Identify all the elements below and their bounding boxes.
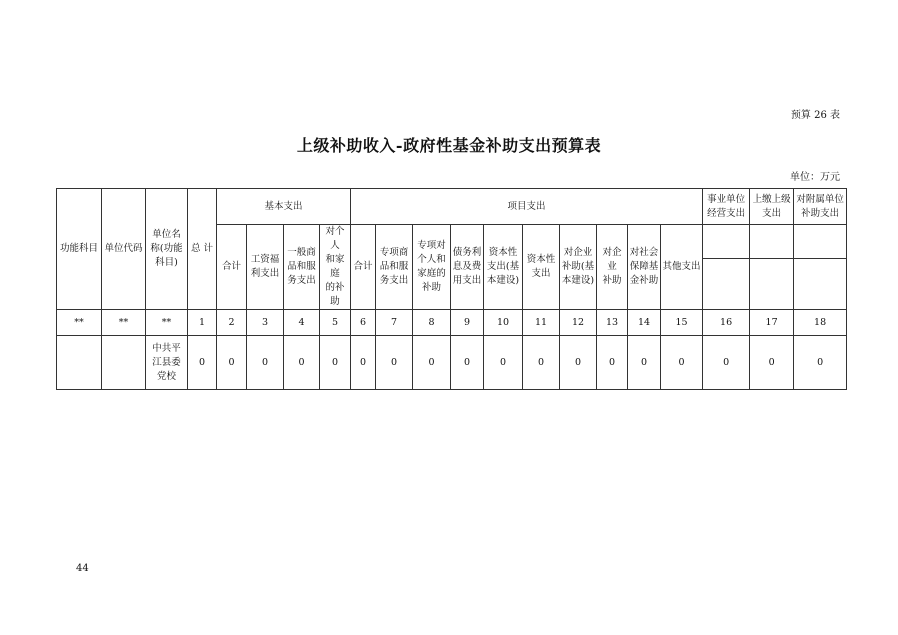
- header-unit-name: 单位名 称(功能 科目): [146, 189, 188, 310]
- index-cell: 1: [188, 310, 217, 336]
- data-cell: 0: [661, 336, 703, 390]
- header-project-sub: 其他支出: [661, 225, 703, 310]
- index-cell: 17: [750, 310, 794, 336]
- data-cell: 0: [560, 336, 597, 390]
- header-project-sub: 对社会 保障基 金补助: [628, 225, 661, 310]
- index-cell: **: [146, 310, 188, 336]
- index-cell: 13: [597, 310, 628, 336]
- index-cell: 11: [523, 310, 560, 336]
- unit-label: 单位：万元: [790, 172, 840, 183]
- index-cell: 4: [284, 310, 320, 336]
- data-cell: 0: [750, 336, 794, 390]
- index-cell: 9: [451, 310, 484, 336]
- header-project-sub: 专项对 个人和 家庭的 补助: [413, 225, 451, 310]
- header-business-expenditure: 事业单位 经营支出: [703, 189, 750, 225]
- index-cell: **: [102, 310, 146, 336]
- data-cell: 0: [188, 336, 217, 390]
- header-empty-cell: [750, 259, 794, 310]
- index-cell: 2: [217, 310, 247, 336]
- header-basic-sub: 对个人 和家庭 的补助: [320, 225, 351, 310]
- data-cell: 0: [217, 336, 247, 390]
- data-cell-unit-name: 中共平 江县委 党校: [146, 336, 188, 390]
- index-cell: 14: [628, 310, 661, 336]
- table-row: [57, 336, 847, 390]
- header-basic-sub: 一般商 品和服 务支出: [284, 225, 320, 310]
- header-empty-cell: [703, 225, 750, 259]
- header-project-sub: 资本性 支出: [523, 225, 560, 310]
- index-cell: 12: [560, 310, 597, 336]
- header-project-sub: 专项商 品和服 务支出: [376, 225, 413, 310]
- header-unit-code: 单位代码: [102, 189, 146, 310]
- header-basic-sub: 工资福 利支出: [247, 225, 284, 310]
- data-cell: 0: [320, 336, 351, 390]
- header-project-expenditure: 项目支出: [351, 189, 703, 225]
- index-cell: **: [57, 310, 102, 336]
- index-cell: 3: [247, 310, 284, 336]
- header-empty-cell: [750, 225, 794, 259]
- header-empty-cell: [703, 259, 750, 310]
- data-cell: 0: [413, 336, 451, 390]
- data-cell: 0: [284, 336, 320, 390]
- index-cell: 5: [320, 310, 351, 336]
- header-func-subject: 功能科目: [57, 189, 102, 310]
- header-empty-cell: [794, 259, 847, 310]
- header-affiliated-subsidy: 对附属单位 补助支出: [794, 189, 847, 225]
- index-cell: 15: [661, 310, 703, 336]
- budget-table: [56, 188, 847, 390]
- data-cell: [102, 336, 146, 390]
- data-cell: 0: [351, 336, 376, 390]
- index-cell: 6: [351, 310, 376, 336]
- data-cell: 0: [597, 336, 628, 390]
- data-cell: 0: [376, 336, 413, 390]
- header-project-sub: 资本性 支出(基 本建设): [484, 225, 523, 310]
- header-basic-sub: 合计: [217, 225, 247, 310]
- header-total: 总 计: [188, 189, 217, 310]
- index-cell: 10: [484, 310, 523, 336]
- index-row: [57, 310, 847, 336]
- data-cell: 0: [628, 336, 661, 390]
- index-cell: 16: [703, 310, 750, 336]
- table-tag: 预算 26 表: [790, 110, 840, 121]
- data-cell: 0: [794, 336, 847, 390]
- header-project-sub: 对企业 补助(基 本建设): [560, 225, 597, 310]
- page-title: 上级补助收入-政府性基金补助支出预算表: [296, 136, 602, 155]
- header-project-sub: 合计: [351, 225, 376, 310]
- header-empty-cell: [794, 225, 847, 259]
- page-number: 44: [76, 563, 89, 574]
- data-cell: 0: [703, 336, 750, 390]
- header-upper-remit: 上缴上级 支出: [750, 189, 794, 225]
- index-cell: 8: [413, 310, 451, 336]
- data-cell: [57, 336, 102, 390]
- data-cell: 0: [451, 336, 484, 390]
- index-cell: 7: [376, 310, 413, 336]
- data-cell: 0: [484, 336, 523, 390]
- data-cell: 0: [523, 336, 560, 390]
- header-basic-expenditure: 基本支出: [217, 189, 351, 225]
- header-project-sub: 对企业 补助: [597, 225, 628, 310]
- index-cell: 18: [794, 310, 847, 336]
- header-project-sub: 债务利 息及费 用支出: [451, 225, 484, 310]
- data-cell: 0: [247, 336, 284, 390]
